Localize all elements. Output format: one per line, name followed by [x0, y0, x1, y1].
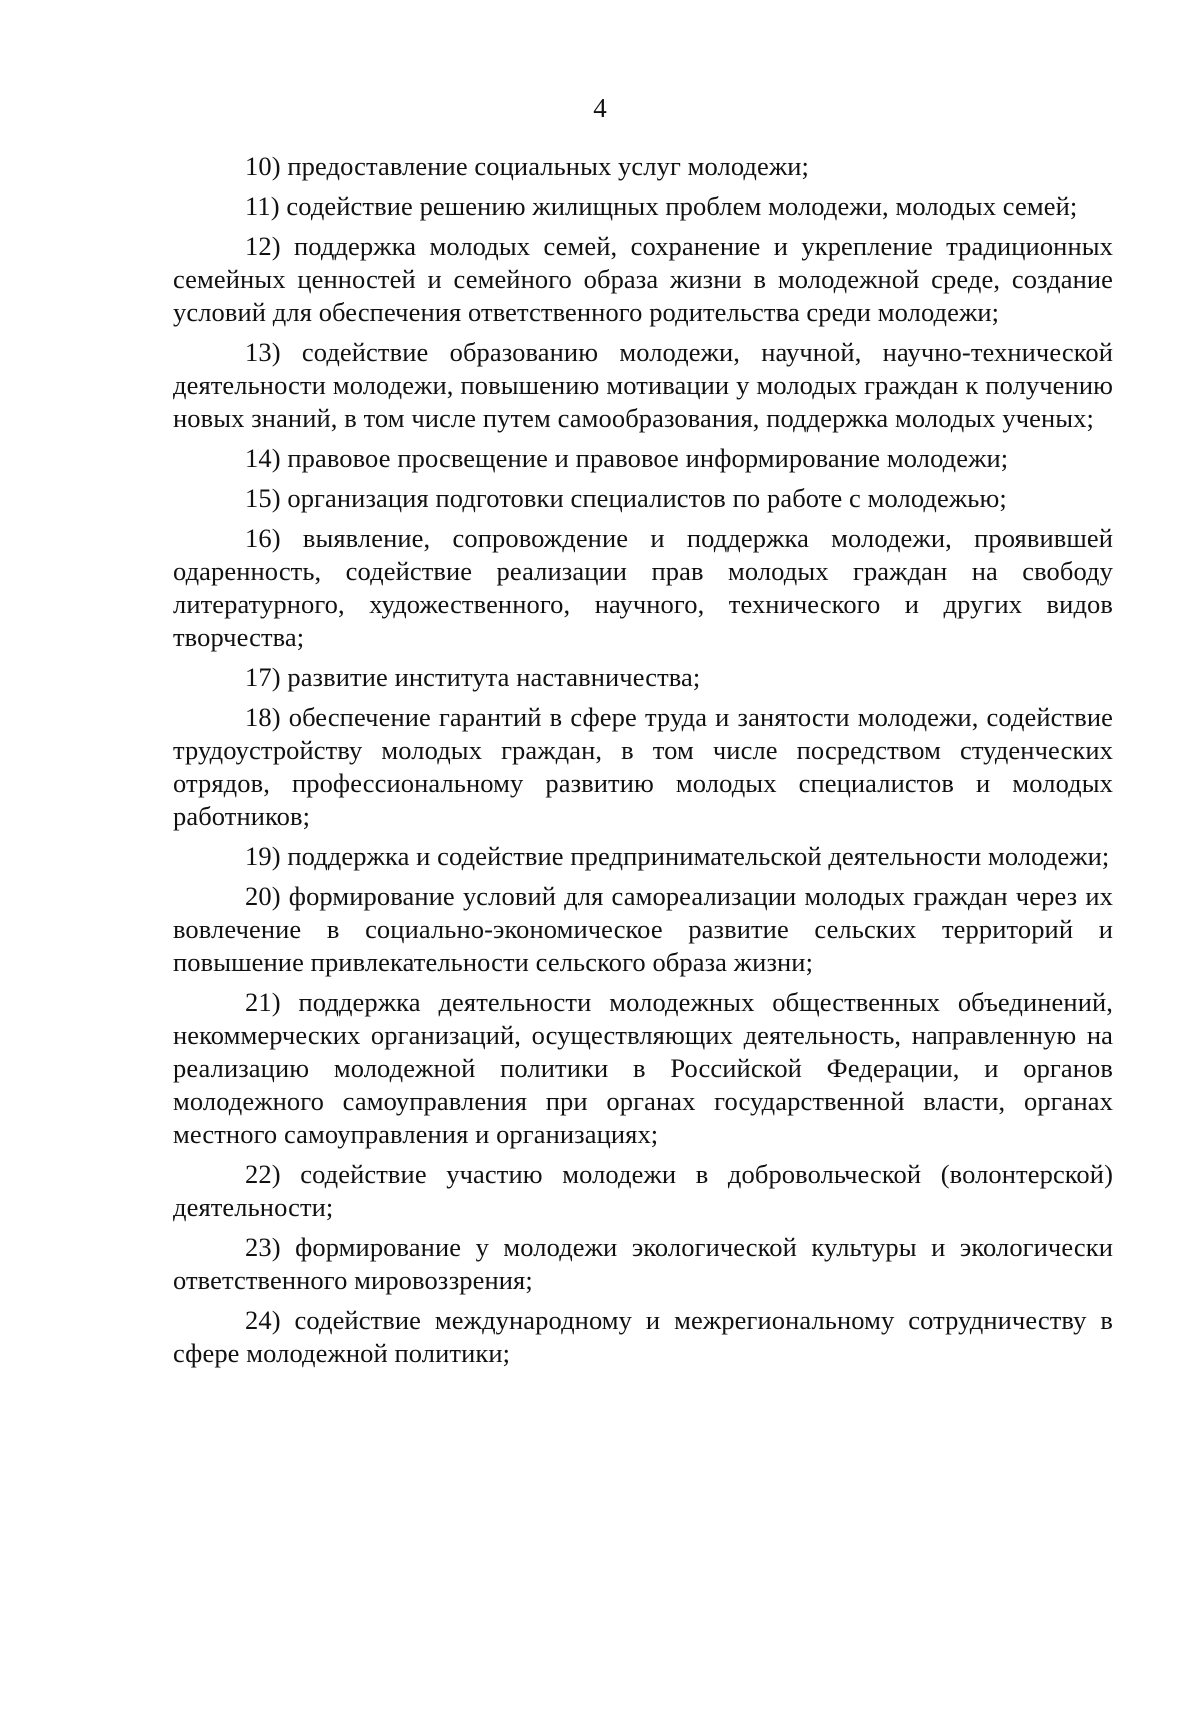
list-item-24: 24) содействие международному и межрегиональному сотрудничеству в сфере молодежной политики;: [173, 1305, 1113, 1368]
list-item-19: 19) поддержка и содействие предпринимательской деятельности молодежи;: [245, 841, 1110, 871]
list-item-14: 14) правовое просвещение и правовое информирование молодежи;: [245, 443, 1009, 473]
list-item-16: 16) выявление, сопровождение и поддержка молодежи, проявившей одаренность, содействие реализации прав молодых граждан на свободу литературного, художественного, научного, технического и других видов творчества;: [173, 523, 1113, 652]
page-number: 4: [593, 93, 607, 123]
document-body: [173, 150, 1113, 1377]
list-item-22: 22) содействие участию молодежи в добровольческой (волонтерской) деятельности;: [173, 1159, 1113, 1222]
list-item-20: 20) формирование условий для самореализации молодых граждан через их вовлечение в социально-экономическое развитие сельских территорий и повышение привлекательности сельского образа жизни;: [173, 881, 1113, 977]
list-item-13: 13) содействие образованию молодежи, научной, научно-технической деятельности молодежи, повышению мотивации у молодых граждан к получению новых знаний, в том числе путем самообразования, поддержка молодых ученых;: [173, 337, 1113, 433]
list-item-18: 18) обеспечение гарантий в сфере труда и занятости молодежи, содействие трудоустройству молодых граждан, в том числе посредством студенческих отрядов, профессиональному развитию молодых специалистов и молодых работников;: [173, 702, 1113, 831]
list-item-21: 21) поддержка деятельности молодежных общественных объединений, некоммерческих организаций, осуществляющих деятельность, направленную на реализацию молодежной политики в Российской Федерации, и органов молодежного самоуправления при органах государственной власти, органах местного самоуправления и организациях;: [173, 987, 1113, 1149]
list-item-11: 11) содействие решению жилищных проблем молодежи, молодых семей;: [245, 191, 1078, 221]
list-item-12: 12) поддержка молодых семей, сохранение и укрепление традиционных семейных ценностей и семейного образа жизни в молодежной среде, создание условий для обеспечения ответственного родительства среди молодежи;: [173, 231, 1113, 327]
list-item-15: 15) организация подготовки специалистов по работе с молодежью;: [245, 483, 1007, 513]
list-item-23: 23) формирование у молодежи экологической культуры и экологически ответственного мировоззрения;: [173, 1232, 1113, 1295]
list-item-17: 17) развитие института наставничества;: [245, 662, 701, 692]
list-item-10: 10) предоставление социальных услуг молодежи;: [245, 151, 810, 181]
